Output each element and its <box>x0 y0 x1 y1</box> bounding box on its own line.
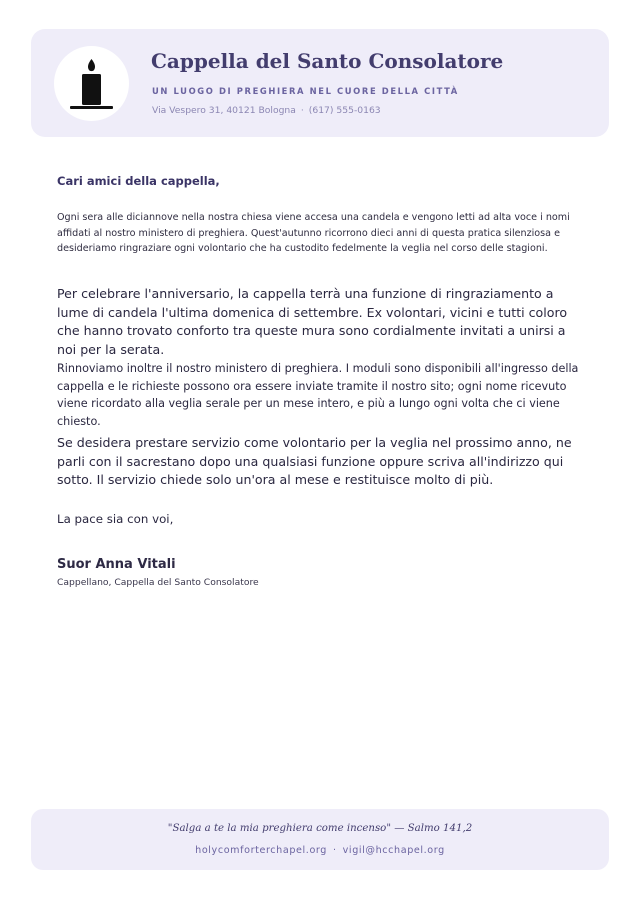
footer-links <box>31 845 609 856</box>
phone-number: (617) 555-0163 <box>308 105 381 116</box>
separator: · <box>333 845 337 856</box>
paragraph-2: Per celebrare l'anniversario, la cappella terrà una funzione di ringraziamento a lume di candela l'ultima domenica di settembre. Ex volontari, vicini e tutti coloro che hanno trovato conforto tra queste mura sono cordialmente invitati a unirsi a noi per la serata. <box>57 286 568 357</box>
paragraph-3: Rinnoviamo inoltre il nostro ministero di preghiera. I moduli sono disponibili all'ingresso della cappella e le richieste possono ora essere inviate tramite il nostro sito; ogni nome ricevuto viene ricordato alla veglia serale per un mese intero, e più a lungo ogni volta che ci viene chiesto. <box>57 362 579 428</box>
paragraph-4: Se desidera prestare servizio come volontario per la veglia nel prossimo anno, ne parli con il sacrestano dopo una qualsiasi funzione oppure scriva all'indirizzo qui sotto. Il servizio chiede solo un'ora al mese e restituisce molto di più. <box>57 435 572 487</box>
scripture-quote: "Salga a te la mia preghiera come incenso" — Salmo 141,2 <box>167 823 473 834</box>
signature-role: Cappellano, Cappella del Santo Consolatore <box>57 577 259 588</box>
tagline: UN LUOGO DI PREGHIERA NEL CUORE DELLA CITTÀ <box>152 86 459 96</box>
paragraph-1: Ogni sera alle diciannove nella nostra chiesa viene accesa una candela e vengono letti ad alta voce i nomi affidati al nostro ministero di preghiera. Quest'autunno ricorrono dieci anni di questa pratica silenziosa e desideriamo ringraziare ogni volontario che ha custodito fedelmente la veglia nel corso delle stagioni. <box>57 212 570 254</box>
contact-line <box>152 105 381 116</box>
website-link[interactable]: holycomforterchapel.org <box>195 845 327 856</box>
email-link[interactable]: vigil@hcchapel.org <box>342 845 445 856</box>
separator: · <box>300 105 304 116</box>
signature-name: Suor Anna Vitali <box>57 557 176 572</box>
salutation: Cari amici della cappella, <box>57 174 220 188</box>
footer <box>31 809 609 870</box>
address: Via Vespero 31, 40121 Bologna <box>152 105 296 116</box>
closing: La pace sia con voi, <box>57 512 174 526</box>
chapel-name: Cappella del Santo Consolatore <box>151 49 504 73</box>
letterhead <box>31 29 609 137</box>
logo <box>54 46 129 121</box>
candle-icon <box>54 46 129 121</box>
